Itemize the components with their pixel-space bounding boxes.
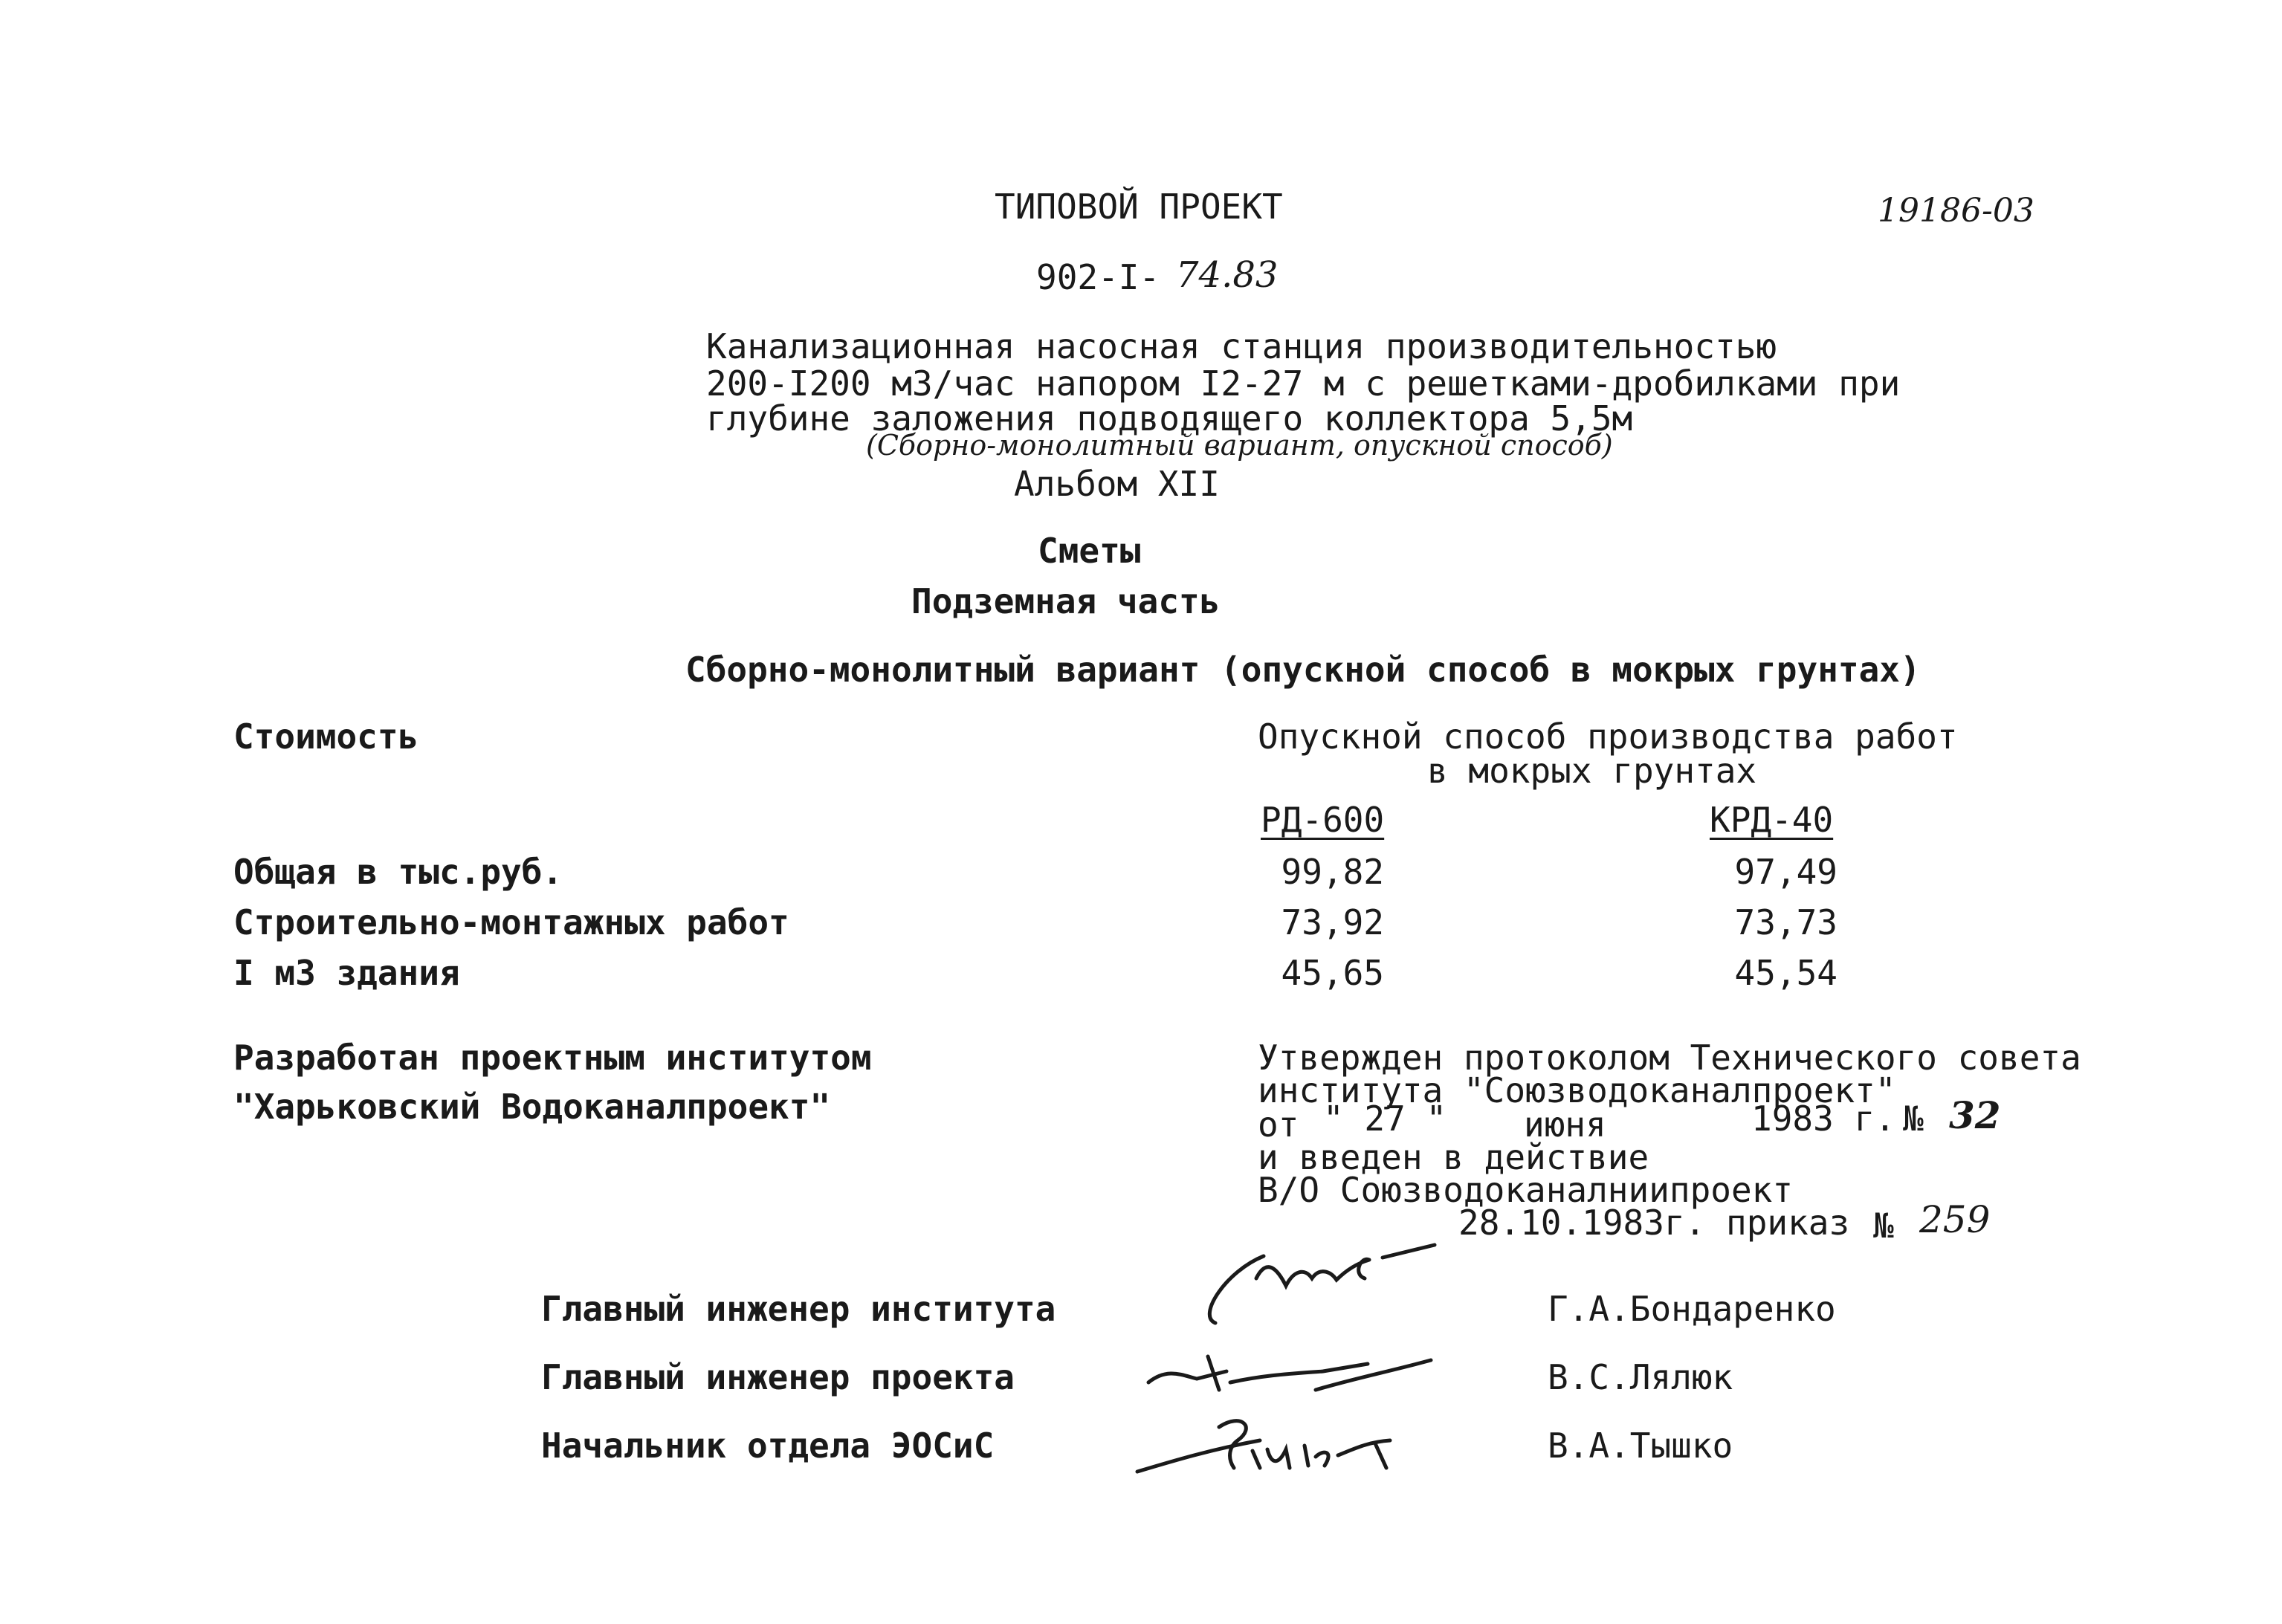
row-label-per-m3: I м3 здания [233,953,460,993]
section-subtitle: Подземная часть [911,581,1221,621]
cell-per-m3-rd600: 45,65 [1281,953,1384,993]
signatory-name-lyalyuk: В.С.Лялюк [1548,1357,1733,1397]
row-label-total: Общая в тыс.руб. [233,852,563,892]
handwritten-variant-note: (Сборно-монолитный вариант, опускной способ) [866,429,1613,462]
signatory-name-bondarenko: Г.А.Бондаренко [1548,1289,1836,1329]
album-label: Альбом XII [1014,464,1220,504]
project-type-heading: ТИПОВОЙ ПРОЕКТ [995,187,1283,227]
signature-department-head [1130,1397,1412,1479]
cell-construction-krd40: 73,73 [1734,902,1837,942]
approval-date-prefix: от [1258,1104,1299,1145]
order-date: 28.10.1983г. приказ [1458,1203,1850,1243]
cell-per-m3-krd40: 45,54 [1734,953,1837,993]
description-line-3: глубине заложения подводящего коллектора 5,5м [706,398,1633,439]
cell-construction-rd600: 73,92 [1281,902,1384,942]
project-number-prefix: 902-I- [1036,257,1160,297]
signature-chief-engineer-institute [1174,1226,1442,1330]
signature-chief-engineer-project [1137,1338,1449,1405]
approval-line-1: Утвержден протоколом Технического совета [1258,1038,2081,1078]
order-number: 259 [1919,1198,1991,1241]
signatory-name-tyshko: В.А.Тышко [1548,1426,1733,1466]
column-header-krd40: КРД-40 [1710,800,1834,840]
protocol-number-sign: № [1903,1099,1924,1139]
signatory-position-department-head: Начальник отдела ЭОСиС [541,1426,995,1466]
column-header-rd600: РД-600 [1261,800,1385,840]
signatory-position-chief-engineer-institute: Главный инженер института [541,1289,1056,1329]
signatory-position-chief-engineer-project: Главный инженер проекта [541,1357,1015,1397]
approval-date-day: " 27 " [1323,1099,1447,1139]
method-header-line-1: Опускной способ производства работ [1258,716,1958,757]
approval-date-year: 1983 г. [1751,1099,1895,1139]
cell-total-krd40: 97,49 [1734,852,1837,892]
description-line-2: 200-I200 м3/час напором I2-27 м с решетками-дробилками при [706,363,1901,404]
variant-heading: Сборно-монолитный вариант (опускной способ в мокрых грунтах) [685,650,1921,690]
developer-line-2: "Харьковский Водоканалпроект" [233,1087,831,1127]
protocol-number: 32 [1949,1093,2001,1137]
approval-line-4: и введен в действие [1258,1137,1649,1177]
handwritten-doc-number: 19186-03 [1878,192,2034,230]
section-title: Сметы [1038,531,1141,571]
method-header-line-2: в мокрых грунтах [1427,751,1757,791]
approval-line-5: В/О Союзводоканалниипроект [1258,1170,1794,1210]
cell-total-rd600: 99,82 [1281,852,1384,892]
order-number-sign: № [1873,1206,1894,1246]
approval-line-2: института "Союзводоканалпроект" [1258,1070,1896,1110]
row-label-construction: Строительно-монтажных работ [233,902,789,942]
cost-label-header: Стоимость [233,716,419,757]
developer-line-1: Разработан проектным институтом [233,1038,872,1078]
approval-date-month: июня [1524,1104,1606,1145]
project-number-handwritten: 74.83 [1176,254,1279,296]
description-line-1: Канализационная насосная станция производительностью [706,326,1777,366]
